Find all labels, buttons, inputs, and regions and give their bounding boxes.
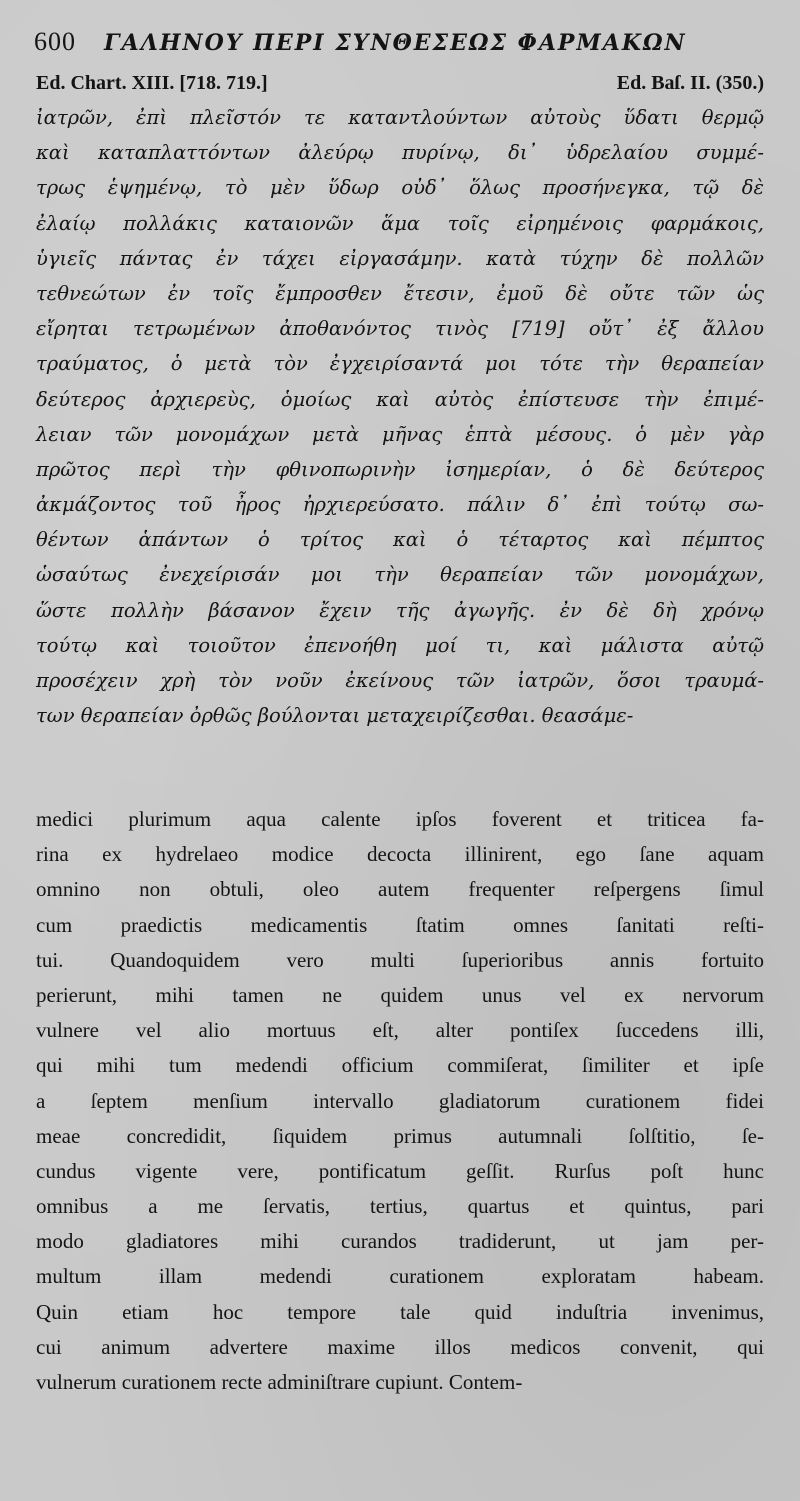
greek-text-line: τραύματος, ὁ μετὰ τὸν ἐγχειρίσαντά μοι τότε τὴν θεραπείαν [36,352,764,376]
greek-text-line: δεύτερος ἀρχιερεὺς, ὁμοίως καὶ αὐτὸς ἐπίστευσε τὴν ἐπιμέ- [36,387,764,411]
greek-text-line: λειαν τῶν μονομάχων μετὰ μῆνας ἑπτὰ μέσους. ὁ μὲν γὰρ [36,422,764,446]
greek-text-line: προσέχειν χρὴ τὸν νοῦν ἐκείνους τῶν ἰατρῶν, ὅσοι τραυμά- [36,669,764,692]
edition-reference-left: Ed. Chart. XIII. [718. 719.] [36,72,268,94]
greek-text-line: τρως ἑψημένῳ, τὸ μὲν ὕδωρ οὐδ᾽ ὅλως προσήνεγκα, τῷ δὲ [36,176,764,200]
latin-text-line: medici plurimum aqua calente ipſos foverent et triticea fa- [36,807,764,831]
greek-text-line: ὑγιεῖς πάντας ἐν τάχει εἰργασάμην. κατὰ τύχην δὲ πολλῶν [36,246,764,270]
latin-text-line: Quin etiam hoc tempore tale quid induſtria invenimus, [36,1299,764,1324]
page-header [34,27,764,61]
latin-text-line: cundus vigente vere, pontificatum geſſit. Rurſus poſt hunc [36,1158,764,1183]
latin-text-line: a ſeptem menſium intervallo gladiatorum curationem fidei [36,1088,764,1113]
latin-text-line: meae concredidit, ſiquidem primus autumnali ſolſtitio, ſe- [36,1123,764,1148]
running-title: ΓΑΛΗΝΟΥ ΠΕΡΙ ΣΥΝΘΕΣΕΩΣ ΦΑΡΜΑΚΩΝ [104,30,687,56]
latin-text-line: rina ex hydrelaeo modice decocta illinirent, ego ſane aquam [36,842,764,867]
latin-text-line: vulnere vel alio mortuus eſt, alter pontiſex ſuccedens illi, [36,1018,764,1043]
edition-reference-right: Ed. Baſ. II. (350.) [616,72,764,94]
latin-text-block [36,802,764,1400]
latin-text-line: cum praedictis medicamentis ſtatim omnes ſanitati reſti- [36,912,764,937]
latin-text-line: tui. Quandoquidem vero multi ſuperioribus annis fortuito [36,947,764,972]
greek-text-line: ἰατρῶν, ἐπὶ πλεῖστόν τε καταντλούντων αὐτοὺς ὕδατι θερμῷ [36,106,764,129]
greek-text-line: ὡσαύτως ἐνεχείρισάν μοι τὴν θεραπείαν τῶν μονομάχων, [36,563,764,587]
greek-text-line: τεθνεώτων ἐν τοῖς ἔμπροσθεν ἔτεσιν, ἐμοῦ δὲ οὔτε τῶν ὡς [36,281,764,305]
greek-text-line: ἐλαίῳ πολλάκις καταιονῶν ἅμα τοῖς εἰρημένοις φαρμάκοις, [36,211,764,235]
latin-text-line: multum illam medendi curationem exploratam habeam. [36,1264,764,1289]
greek-text-line: των θεραπείαν ὀρθῶς βούλονται μεταχειρίζεσθαι. θεασάμε- [36,704,634,728]
latin-text-line: modo gladiatores mihi curandos tradiderunt, ut jam per- [36,1229,764,1254]
latin-text-line: qui mihi tum medendi officium commiſerat, ſimiliter et ipſe [36,1053,764,1078]
greek-text-line: ὥστε πολλὴν βάσανον ἔχειν τῆς ἀγωγῆς. ἐν δὲ δὴ χρόνῳ [36,598,764,622]
greek-text-line: θέντων ἁπάντων ὁ τρίτος καὶ ὁ τέταρτος καὶ πέμπτος [36,528,764,552]
greek-text-block [36,100,764,733]
greek-text-line: τούτῳ καὶ τοιοῦτον ἐπενοήθη μοί τι, καὶ μάλιστα αὐτῷ [36,633,764,657]
greek-text-line: καὶ καταπλαττόντων ἀλεύρῳ πυρίνῳ, δι᾽ ὑδρελαίου συμμέ- [36,141,764,165]
latin-text-line: cui animum advertere maxime illos medicos convenit, qui [36,1334,764,1359]
page-number: 600 [34,27,76,56]
edition-line [36,72,764,100]
greek-text-line: εἴρηται τετρωμένων ἀποθανόντος τινὸς [719] οὔτ᾽ ἐξ ἄλλου [36,317,764,341]
latin-text-line: omnino non obtuli, oleo autem frequenter reſpergens ſimul [36,877,764,902]
greek-text-line: πρῶτος περὶ τὴν φθινοπωρινὴν ἰσημερίαν, ὁ δὲ δεύτερος [36,457,764,481]
latin-text-line: perierunt, mihi tamen ne quidem unus vel ex nervorum [36,982,764,1007]
greek-text-line: ἀκμάζοντος τοῦ ἦρος ἠρχιερεύσατο. πάλιν δ᾽ ἐπὶ τούτῳ σω- [36,493,764,517]
latin-text-line: omnibus a me ſervatis, tertius, quartus et quintus, pari [36,1194,764,1219]
latin-text-line: vulnerum curationem recte adminiſtrare cupiunt. Contem- [36,1370,523,1394]
